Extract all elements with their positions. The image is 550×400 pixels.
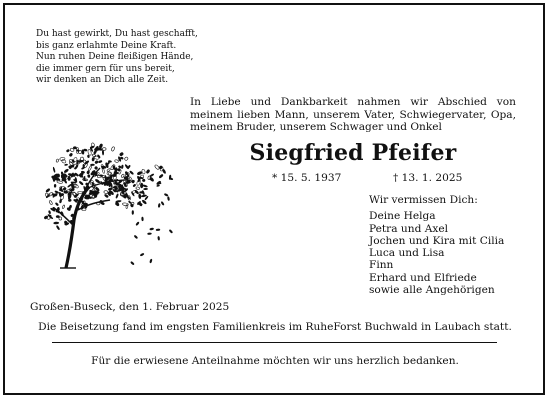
mourners-list (369, 194, 504, 296)
poem-line: Du hast gewirkt, Du hast geschafft, (36, 29, 198, 39)
mourner-name: Deine Helga (369, 210, 436, 223)
thanks-note: Für die erwiesene Anteilnahme möchten wir uns herzlich bedanken. (91, 355, 459, 367)
mourners-heading: Wir vermissen Dich: (369, 194, 478, 206)
mourner-name: sowie alle Angehörigen (369, 284, 495, 297)
mourner-name: Petra und Axel (369, 222, 449, 235)
poem-line: bis ganz erlahmte Deine Kraft. (36, 40, 177, 51)
poem-line: die immer gern für uns bereit, (36, 63, 175, 74)
windblown-tree-icon (30, 122, 180, 272)
deceased-name: Siegfried Pfeifer (249, 140, 457, 166)
death-date: † 13. 1. 2025 (393, 172, 463, 184)
poem (36, 29, 236, 87)
poem-line: wir denken an Dich alle Zeit. (36, 75, 169, 86)
intro-text: In Liebe und Dankbarkeit nahmen wir Abschied von meinem lieben Mann, unserem Vater, Schwiegervater, Opa, meinem Bruder, unserem Schwager und Onkel (190, 96, 516, 134)
poem-line: Nun ruhen Deine fleißigen Hände, (36, 52, 194, 63)
mourner-name: Finn (369, 259, 394, 272)
mourner-name: Luca und Lisa (369, 247, 445, 260)
burial-note: Die Beisetzung fand im engsten Familienkreis im RuheForst Buchwald in Laubach statt. (38, 321, 512, 333)
birth-date: * 15. 5. 1937 (272, 172, 342, 184)
place-date: Großen-Buseck, den 1. Februar 2025 (30, 301, 230, 313)
mourner-name: Jochen und Kira mit Cilia (369, 234, 505, 247)
divider (52, 342, 497, 343)
mourner-name: Erhard und Elfriede (369, 271, 477, 284)
